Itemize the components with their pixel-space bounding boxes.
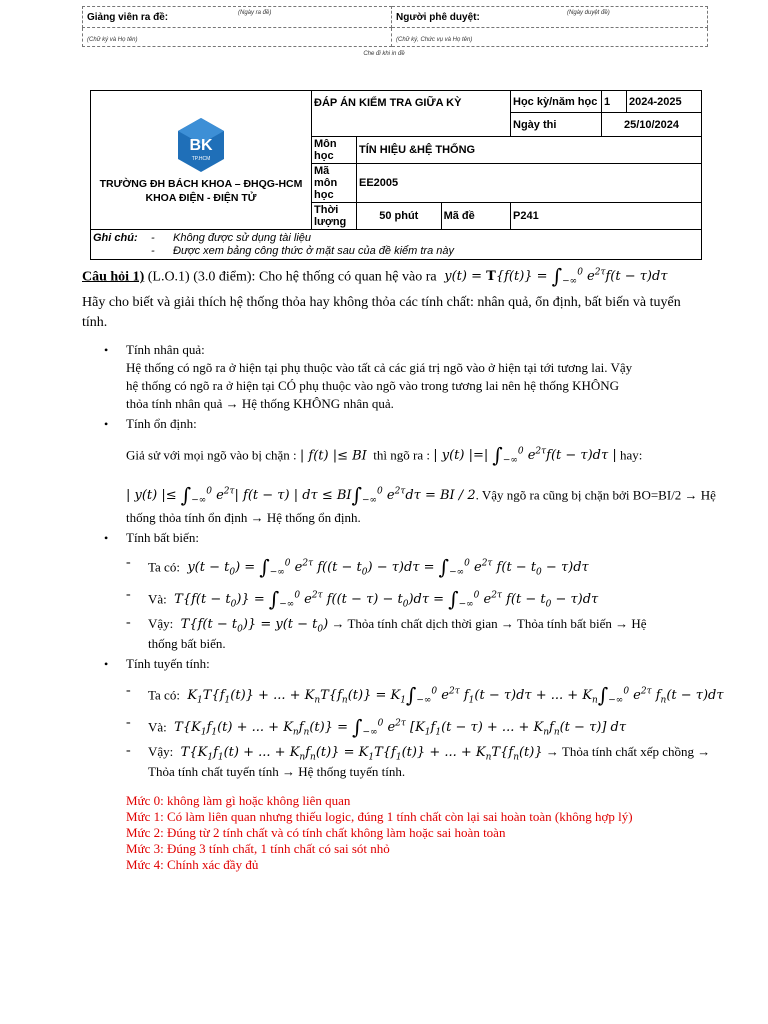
- stability-line-1: Giả sử với mọi ngõ vào bị chặn : | f(t) |≤ BI thì ngõ ra : | y(t) |=| $\int_{-\infty}^0$ $e^{2\tau}f(t - \tau)d\tau$ | hay:: [126, 443, 643, 468]
- approver-sign-cell: [392, 28, 708, 47]
- causal-heading: Tính nhân quả:: [126, 342, 205, 357]
- code-label: Mã môn học: [312, 164, 357, 203]
- lin-heading: Tính tuyến tính:: [126, 656, 210, 671]
- semester-label: Học kỳ/năm học: [511, 91, 602, 113]
- approver-label: Người phê duyệt:: [396, 12, 480, 23]
- lin-step-1: Ta có: $K_1T\{f_1(t)\}$ + ... + $K_nT\{f_n(t)\} = K_1\int_{-\infty}^0$ $e^{2\tau}$ $f_1(t - \tau)d\tau$ + ... + $K_n\int_{-\infty}^0$ $e^{2\tau}$ $f_n(t - \tau)d\tau$: [148, 683, 724, 708]
- dash-marker: -: [126, 587, 131, 602]
- document-title: ĐÁP ÁN KIỂM TRA GIỮA KỲ: [312, 91, 511, 137]
- question-line: [82, 264, 668, 291]
- bullet-icon: •: [104, 343, 109, 357]
- grading-level: Mức 0: không làm gì hoặc không liên quan: [126, 793, 351, 808]
- grading-level: Mức 4: Chính xác đầy đủ: [126, 857, 259, 872]
- dash-marker: -: [126, 555, 131, 570]
- note-item: - Được xem bảng công thức ở mặt sau của đề kiểm tra này: [151, 244, 454, 257]
- ti-result-2: thống bất biến.: [148, 636, 226, 651]
- grading-level: Mức 1: Có làm liên quan nhưng thiếu logic, đúng 1 tính chất còn lại sai hoàn toàn (không hợp lý): [126, 809, 633, 824]
- stability-line-2: | y(t) |≤ $\int_{-\infty}^0$ $e^{2\tau}|$ f(t − τ) | $d\tau \le BI\int_{-\infty}^0$ $e^{2\tau}d\tau$ = BI / 2. Vậy ngõ ra cũng bị chặn bởi BO=BI/2 → Hệ: [126, 483, 716, 508]
- signature-table: [82, 6, 708, 47]
- question-label: Câu hỏi 1): [82, 269, 145, 285]
- approver-cell: [392, 7, 708, 28]
- lecturer-date-hint: (Ngày ra đề): [238, 10, 272, 16]
- note-label: Ghi chú:: [93, 231, 138, 244]
- causal-line: hệ thống có ngõ ra ở hiện tại CÓ phụ thuộc vào ngõ vào trong tương lai nên hệ thống KHÔNG: [126, 378, 620, 393]
- dash-marker: -: [126, 683, 131, 698]
- subject-value: TÍN HIỆU &HỆ THỐNG: [357, 137, 702, 164]
- exam-code-label: Mã đề: [441, 203, 510, 230]
- note-item: - Không được sử dụng tài liệu: [151, 231, 312, 244]
- duration-value: 50 phút: [357, 203, 442, 230]
- school-cell: [91, 91, 312, 230]
- semester-value: 1: [602, 91, 627, 113]
- logo-text: BK: [189, 136, 213, 154]
- exam-date-value: 25/10/2024: [602, 113, 702, 137]
- lecturer-cell: [83, 7, 392, 28]
- lecturer-sign-cell: [83, 28, 392, 47]
- question-prompt: Hãy cho biết và giải thích hệ thống thỏa hay không thỏa các tính chất: nhân quả, ổn định, bất biến và tuyến tính.: [82, 295, 681, 330]
- ti-step-1: Ta có: $y(t - t_0) = \int_{-\infty}^0$ $e^{2\tau}$ $f((t - t_0) - \tau)d\tau = \int_{-\infty}^0$ $e^{2\tau}$ $f(t - t_0 - \tau)d\tau$: [148, 555, 589, 580]
- ti-heading: Tính bất biến:: [126, 530, 199, 545]
- ti-step-2: Và: $T\{f(t - t_0)\} = \int_{-\infty}^0$ $e^{2\tau}$ $f((t - \tau) - t_0)d\tau = \int_{-\infty}^0$ $e^{2\tau}$ $f(t - t_0 - \tau)d\tau$: [148, 587, 599, 612]
- dash-marker: -: [126, 715, 131, 730]
- grading-level: Mức 2: Đúng từ 2 tính chất và có tính chất không làm hoặc sai hoàn toàn: [126, 825, 506, 840]
- system-equation: $y(t) = T\{f(t)\} = \int_{-\infty}^0$ $e^{2\tau}f(t - \tau)d\tau$: [440, 264, 668, 289]
- bullet-icon: •: [104, 531, 109, 545]
- lin-result-2: Thỏa tính chất tuyến tính → Hệ thống tuyến tính.: [148, 764, 406, 779]
- logo-subtext: TP.HCM: [191, 155, 211, 162]
- grading-level: Mức 3: Đúng 3 tính chất, 1 tính chất có sai sót nhỏ: [126, 841, 390, 856]
- dash-marker: -: [126, 743, 131, 758]
- print-note: Che đi khi in đề: [363, 51, 405, 57]
- code-value: EE2005: [357, 164, 702, 203]
- causal-line: thỏa tính nhân quả → Hệ thống KHÔNG nhân quả.: [126, 396, 394, 411]
- year-value: 2024-2025: [627, 91, 702, 113]
- subject-label: Môn học: [312, 137, 357, 164]
- bullet-icon: •: [104, 417, 109, 431]
- question-meta: (L.O.1) (3.0 điểm):: [144, 269, 259, 285]
- approver-date-hint: (Ngày duyệt đề): [567, 10, 610, 16]
- school-name: TRƯỜNG ĐH BÁCH KHOA – ĐHQG-HCM: [99, 177, 303, 190]
- lecturer-label: Giảng viên ra đề:: [87, 12, 169, 23]
- lin-step-2: Và: $T\{K_1f_1(t)$ + ... + $K_nf_n(t)\} = \int_{-\infty}^0$ $e^{2\tau}$ [$K_1f_1(t - \tau)$ + ... + $K_nf_n(t - \tau)$] dτ: [148, 715, 627, 740]
- exam-header: [90, 90, 702, 260]
- duration-label: Thời lượng: [312, 203, 357, 230]
- notes-cell: [91, 230, 702, 260]
- lin-step-3: Vậy: $T\{K_1f_1(t)$ + ... + $K_nf_n(t)\} = K_1T\{f_1(t)\}$ + ... + $K_nT\{f_n(t)\}$ → Thỏa tính chất xếp chồng →: [148, 744, 711, 763]
- question-text: Cho hệ thống có quan hệ vào ra: [258, 269, 437, 285]
- exam-code-value: P241: [511, 203, 702, 230]
- exam-date-label: Ngày thi: [511, 113, 602, 137]
- lecturer-sign-hint: (Chữ ký và Họ tên): [87, 37, 138, 43]
- bullet-icon: •: [104, 657, 109, 671]
- dash-marker: -: [126, 615, 131, 630]
- causal-line: Hệ thống có ngõ ra ở hiện tại phụ thuộc vào tất cả các giá trị ngõ vào ở hiện tại tới tương lai. Vậy: [126, 360, 633, 375]
- stability-heading: Tính ổn định:: [126, 416, 197, 431]
- approver-sign-hint: (Chữ ký, Chức vụ và Họ tên): [396, 37, 473, 43]
- school-logo-icon: [172, 116, 230, 174]
- ti-step-3: Vậy: $T\{f(t - t_0)\} = y(t - t_0)$ → Thỏa tính chất dịch thời gian → Thỏa tính bất biến → Hệ: [148, 616, 647, 635]
- faculty-name: KHOA ĐIỆN - ĐIỆN TỬ: [145, 191, 257, 204]
- stability-last: thống thỏa tính ổn định → Hệ thống ổn định.: [126, 510, 361, 525]
